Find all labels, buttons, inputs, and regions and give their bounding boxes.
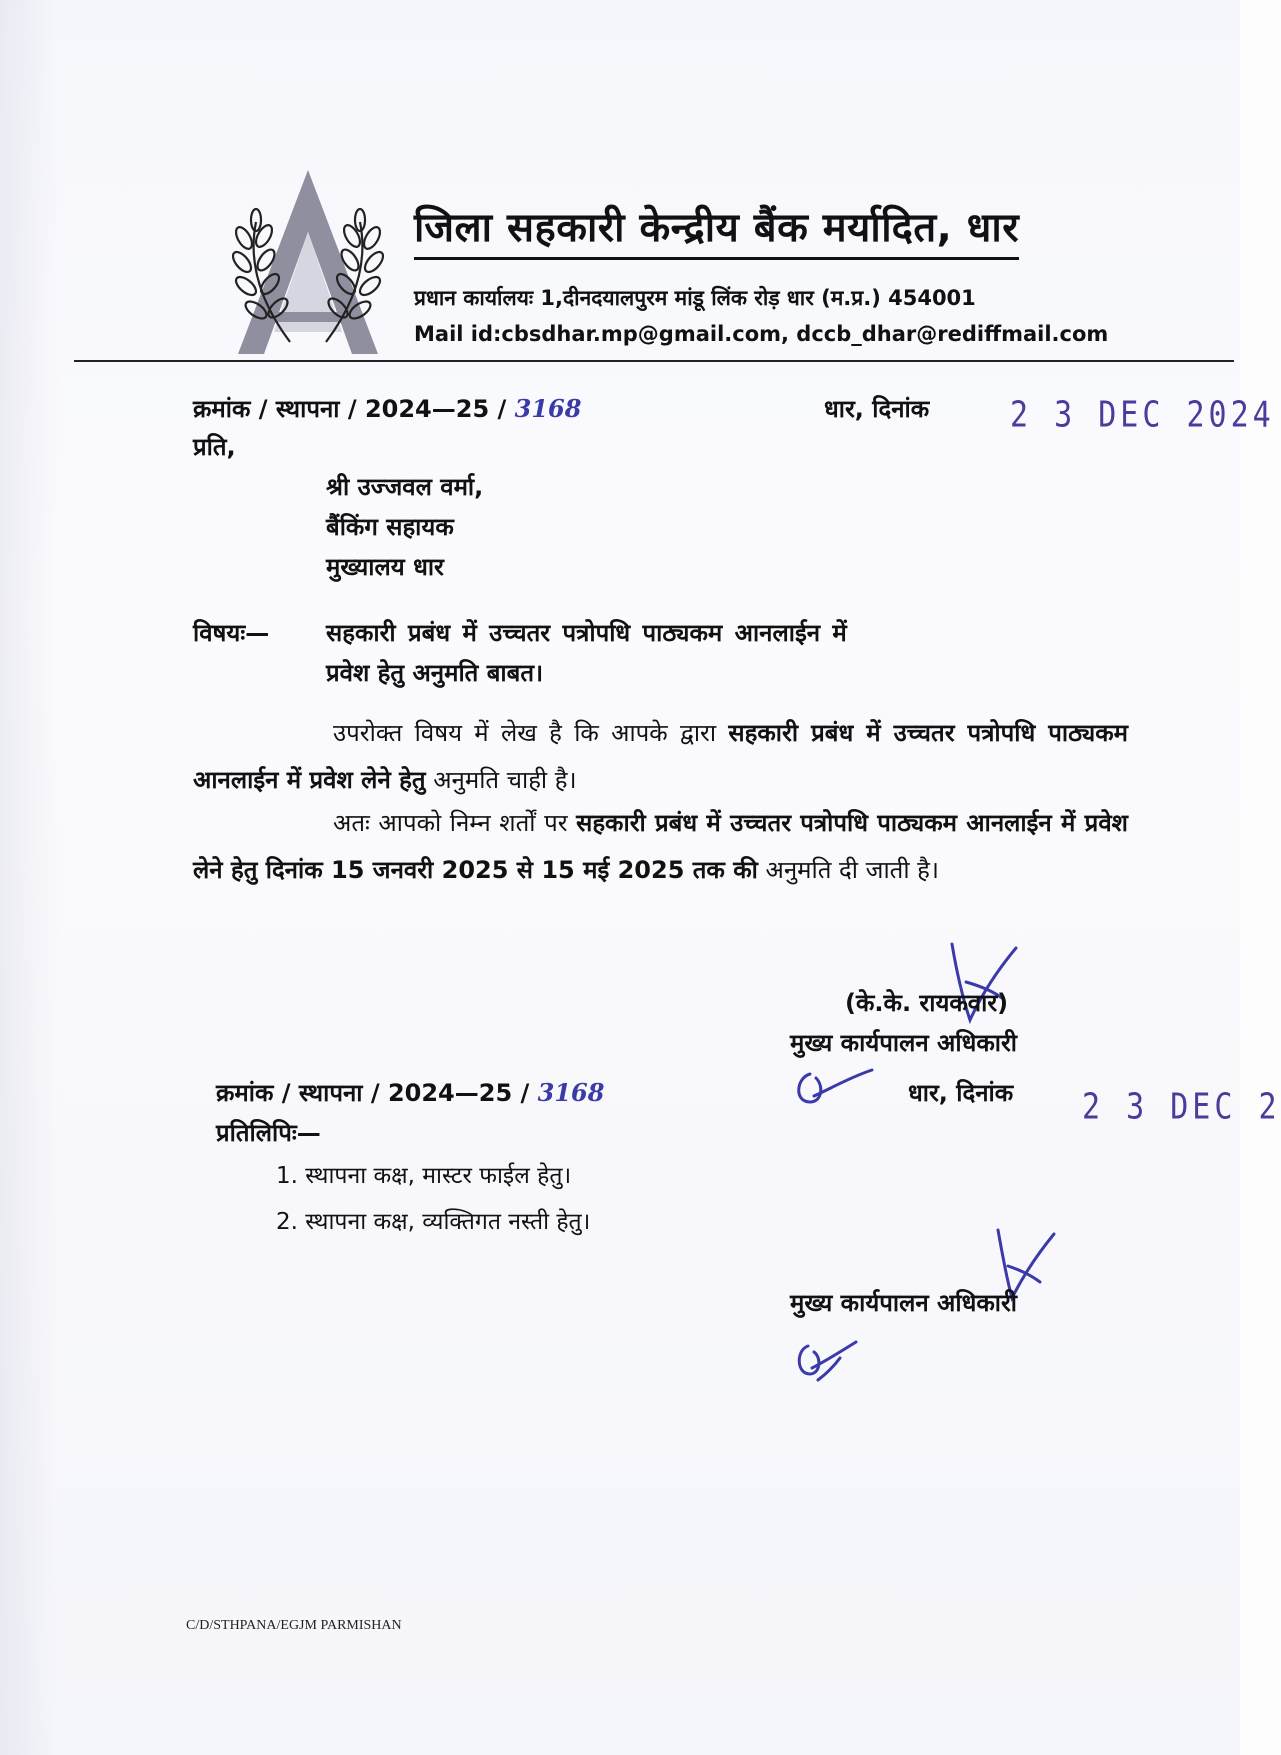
- para2-text-c: अनुमति दी जाती है।: [765, 856, 940, 884]
- bank-name-heading: जिला सहकारी केन्द्रीय बैंक मर्यादित, धार: [414, 198, 1019, 260]
- para1-text-bold: सहकारी प्रबंध में उच्चतर पत्रोपधि पाठ्यकम आनलाईन में प्रवेश लेने हेतु: [193, 719, 1129, 794]
- document-file-code: C/D/STHPANA/EGJM PARMISHAN: [186, 1618, 402, 1633]
- copy-list-item: 1. स्थापना कक्ष, मास्टर फाईल हेतु।: [276, 1163, 572, 1189]
- body-paragraph-1: [193, 710, 1128, 804]
- reference-printed: क्रमांक / स्थापना / 2024—25 /: [193, 395, 507, 423]
- copy-date-stamp: 2 3 DEC 2: [1082, 1086, 1281, 1128]
- body-paragraph-2: [193, 800, 1128, 894]
- para1-text-a: उपरोक्त विषय में लेख है कि आपके द्वारा: [333, 719, 717, 747]
- date-stamp: 2 3 DEC 2024: [1010, 394, 1275, 436]
- copy-place-date-label: धार, दिनांक: [908, 1079, 1014, 1107]
- head-office-address: प्रधान कार्यालयः 1,दीनदयालपुरम मांडू लिंक रोड़ धार (म.प्र.) 454001: [414, 286, 976, 310]
- contact-emails: Mail id:cbsdhar.mp@gmail.com, dccb_dhar@rediffmail.com: [414, 322, 1109, 346]
- signatory-designation: मुख्य कार्यपालन अधिकारी: [790, 1029, 1018, 1057]
- reference-number-handwritten: 3168: [514, 394, 582, 423]
- to-label: प्रति,: [193, 433, 236, 461]
- subject-line-1: सहकारी प्रबंध में उच्चतर पत्रोपधि पाठ्यकम आनलाईन में: [326, 619, 847, 647]
- subject-line-2: प्रवेश हेतु अनुमति बाबत।: [326, 659, 544, 687]
- signatory-name: (के.के. रायकवार): [845, 989, 1009, 1017]
- paper-edge-shadow: [0, 0, 60, 1755]
- copy-reference-printed: क्रमांक / स्थापना / 2024—25 /: [216, 1079, 530, 1107]
- copy-label: प्रतिलिपिः—: [216, 1119, 321, 1147]
- copy-reference-number-handwritten: 3168: [537, 1078, 605, 1107]
- recipient-designation: बैंकिंग सहायक: [326, 513, 454, 541]
- recipient-name: श्री उज्जवल वर्मा,: [326, 473, 484, 501]
- place-date-label: धार, दिनांक: [824, 395, 930, 423]
- para2-text-bold: सहकारी प्रबंध में उच्चतर पत्रोपधि पाठ्यकम आनलाईन में प्रवेश लेने हेतु दिनांक 15 जनवरी 2025 से 15 मई 2025 तक की: [193, 809, 1128, 884]
- recipient-office: मुख्यालय धार: [326, 553, 444, 581]
- initial-mark-1: [788, 1062, 878, 1112]
- letterhead-divider: [74, 360, 1234, 362]
- initial-mark-2: [790, 1336, 860, 1386]
- letter-reference: [193, 392, 581, 425]
- copy-list-item: 2. स्थापना कक्ष, व्यक्तिगत नस्ती हेतु।: [276, 1209, 591, 1235]
- copy-signatory-designation: मुख्य कार्यपालन अधिकारी: [790, 1289, 1018, 1317]
- subject-label: विषयः—: [193, 619, 270, 647]
- copy-reference: [216, 1076, 604, 1109]
- bank-logo: [208, 162, 408, 362]
- para1-text-c: अनुमति चाही है।: [433, 766, 577, 794]
- para2-text-a: अतः आपको निम्न शर्तों पर: [333, 809, 568, 837]
